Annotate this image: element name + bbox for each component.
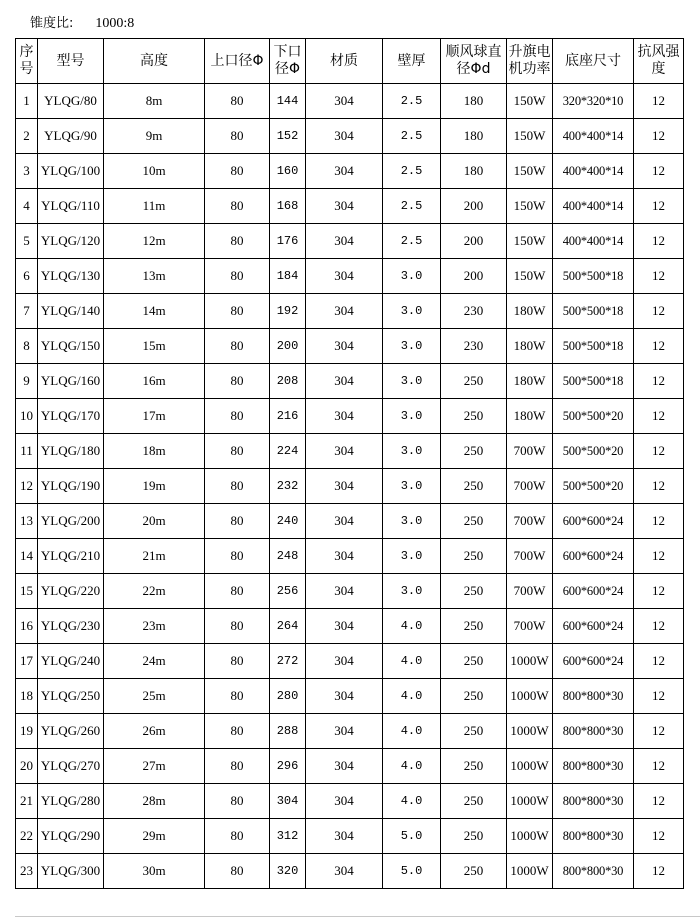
cell-wall-thickness: 3.0 [383, 504, 441, 539]
cell-height: 16m [104, 364, 205, 399]
cell-height: 30m [104, 854, 205, 889]
table-row [16, 154, 684, 189]
cell-height: 25m [104, 679, 205, 714]
cell-model: YLQG/130 [38, 259, 104, 294]
cell-wall-thickness: 4.0 [383, 784, 441, 819]
cell-material: 304 [306, 399, 383, 434]
cell-index: 19 [16, 714, 38, 749]
table-row [16, 854, 684, 889]
cell-material: 304 [306, 84, 383, 119]
cell-height: 8m [104, 84, 205, 119]
cell-motor-power: 1000W [507, 854, 553, 889]
cell-base-size: 400*400*14 [553, 154, 634, 189]
cell-model: YLQG/140 [38, 294, 104, 329]
cell-wind-resistance: 12 [634, 819, 684, 854]
divider [15, 916, 700, 917]
cell-bottom-diameter: 280 [270, 679, 306, 714]
table-row [16, 819, 684, 854]
cell-wind-resistance: 12 [634, 644, 684, 679]
cell-ball-diameter: 200 [441, 224, 507, 259]
cell-index: 9 [16, 364, 38, 399]
cell-height: 15m [104, 329, 205, 364]
cell-index: 8 [16, 329, 38, 364]
cell-model: YLQG/280 [38, 784, 104, 819]
table-row [16, 749, 684, 784]
cell-wall-thickness: 2.5 [383, 154, 441, 189]
table-row [16, 364, 684, 399]
cell-motor-power: 180W [507, 364, 553, 399]
cell-bottom-diameter: 232 [270, 469, 306, 504]
cell-index: 5 [16, 224, 38, 259]
cell-material: 304 [306, 714, 383, 749]
cell-wind-resistance: 12 [634, 364, 684, 399]
cell-motor-power: 1000W [507, 714, 553, 749]
cell-height: 27m [104, 749, 205, 784]
cell-motor-power: 1000W [507, 644, 553, 679]
cell-material: 304 [306, 609, 383, 644]
cell-base-size: 600*600*24 [553, 504, 634, 539]
cell-ball-diameter: 250 [441, 749, 507, 784]
cell-material: 304 [306, 854, 383, 889]
header-col-wall-thickness: 壁厚 [383, 39, 441, 84]
cell-wall-thickness: 2.5 [383, 224, 441, 259]
cell-material: 304 [306, 364, 383, 399]
cell-ball-diameter: 250 [441, 504, 507, 539]
table-row [16, 119, 684, 154]
header-col-bottom-diameter: 下口 径Φ [270, 39, 306, 84]
cell-ball-diameter: 230 [441, 294, 507, 329]
cell-top-diameter: 80 [205, 434, 270, 469]
cell-model: YLQG/240 [38, 644, 104, 679]
cell-index: 15 [16, 574, 38, 609]
cell-bottom-diameter: 256 [270, 574, 306, 609]
cell-motor-power: 1000W [507, 679, 553, 714]
table-body [16, 84, 684, 889]
cell-wall-thickness: 3.0 [383, 574, 441, 609]
cell-top-diameter: 80 [205, 749, 270, 784]
cell-base-size: 600*600*24 [553, 609, 634, 644]
cell-ball-diameter: 250 [441, 819, 507, 854]
cell-wind-resistance: 12 [634, 434, 684, 469]
cell-top-diameter: 80 [205, 399, 270, 434]
header-row [16, 39, 684, 84]
cell-top-diameter: 80 [205, 119, 270, 154]
cell-height: 13m [104, 259, 205, 294]
cell-index: 17 [16, 644, 38, 679]
cell-base-size: 320*320*10 [553, 84, 634, 119]
cell-model: YLQG/160 [38, 364, 104, 399]
cell-model: YLQG/150 [38, 329, 104, 364]
cell-wind-resistance: 12 [634, 504, 684, 539]
cell-index: 22 [16, 819, 38, 854]
cell-wind-resistance: 12 [634, 539, 684, 574]
cell-material: 304 [306, 539, 383, 574]
cell-material: 304 [306, 434, 383, 469]
cell-model: YLQG/300 [38, 854, 104, 889]
cell-base-size: 500*500*20 [553, 434, 634, 469]
cell-index: 1 [16, 84, 38, 119]
cell-base-size: 600*600*24 [553, 574, 634, 609]
cell-wind-resistance: 12 [634, 854, 684, 889]
cell-wind-resistance: 12 [634, 399, 684, 434]
table-row [16, 329, 684, 364]
cell-model: YLQG/170 [38, 399, 104, 434]
cell-ball-diameter: 200 [441, 189, 507, 224]
cell-base-size: 600*600*24 [553, 539, 634, 574]
header-col-height: 高度 [104, 39, 205, 84]
cell-wall-thickness: 5.0 [383, 819, 441, 854]
cell-material: 304 [306, 574, 383, 609]
cell-bottom-diameter: 304 [270, 784, 306, 819]
cell-bottom-diameter: 288 [270, 714, 306, 749]
cell-bottom-diameter: 240 [270, 504, 306, 539]
cell-material: 304 [306, 119, 383, 154]
cell-bottom-diameter: 200 [270, 329, 306, 364]
cell-ball-diameter: 180 [441, 84, 507, 119]
cell-wind-resistance: 12 [634, 119, 684, 154]
cell-material: 304 [306, 154, 383, 189]
cell-motor-power: 700W [507, 469, 553, 504]
cell-base-size: 400*400*14 [553, 189, 634, 224]
cell-wind-resistance: 12 [634, 224, 684, 259]
cell-wall-thickness: 4.0 [383, 679, 441, 714]
cell-wind-resistance: 12 [634, 784, 684, 819]
cell-wind-resistance: 12 [634, 609, 684, 644]
cell-index: 7 [16, 294, 38, 329]
cell-wall-thickness: 3.0 [383, 329, 441, 364]
cell-index: 6 [16, 259, 38, 294]
cell-model: YLQG/200 [38, 504, 104, 539]
table-row [16, 399, 684, 434]
cell-top-diameter: 80 [205, 679, 270, 714]
cell-index: 18 [16, 679, 38, 714]
cell-motor-power: 700W [507, 539, 553, 574]
cell-material: 304 [306, 224, 383, 259]
cell-model: YLQG/110 [38, 189, 104, 224]
cell-height: 21m [104, 539, 205, 574]
cell-wind-resistance: 12 [634, 329, 684, 364]
cell-ball-diameter: 250 [441, 434, 507, 469]
cell-wind-resistance: 12 [634, 84, 684, 119]
taper-ratio-value: 1000:8 [95, 16, 135, 31]
cell-material: 304 [306, 784, 383, 819]
table-row [16, 644, 684, 679]
cell-model: YLQG/270 [38, 749, 104, 784]
cell-height: 19m [104, 469, 205, 504]
cell-top-diameter: 80 [205, 539, 270, 574]
cell-bottom-diameter: 176 [270, 224, 306, 259]
cell-wind-resistance: 12 [634, 189, 684, 224]
cell-wall-thickness: 3.0 [383, 434, 441, 469]
table-row [16, 504, 684, 539]
cell-height: 24m [104, 644, 205, 679]
table-row [16, 714, 684, 749]
cell-top-diameter: 80 [205, 784, 270, 819]
cell-material: 304 [306, 819, 383, 854]
cell-ball-diameter: 250 [441, 679, 507, 714]
cell-motor-power: 150W [507, 259, 553, 294]
cell-top-diameter: 80 [205, 644, 270, 679]
cell-material: 304 [306, 644, 383, 679]
cell-base-size: 500*500*18 [553, 259, 634, 294]
cell-base-size: 600*600*24 [553, 644, 634, 679]
cell-base-size: 400*400*14 [553, 119, 634, 154]
cell-motor-power: 700W [507, 434, 553, 469]
cell-model: YLQG/120 [38, 224, 104, 259]
cell-wind-resistance: 12 [634, 574, 684, 609]
cell-material: 304 [306, 259, 383, 294]
cell-model: YLQG/230 [38, 609, 104, 644]
cell-wind-resistance: 12 [634, 154, 684, 189]
cell-bottom-diameter: 224 [270, 434, 306, 469]
cell-material: 304 [306, 749, 383, 784]
table-row [16, 679, 684, 714]
cell-index: 16 [16, 609, 38, 644]
cell-wind-resistance: 12 [634, 294, 684, 329]
cell-bottom-diameter: 296 [270, 749, 306, 784]
cell-height: 11m [104, 189, 205, 224]
cell-ball-diameter: 250 [441, 714, 507, 749]
cell-motor-power: 180W [507, 294, 553, 329]
cell-ball-diameter: 250 [441, 644, 507, 679]
cell-motor-power: 1000W [507, 784, 553, 819]
cell-index: 23 [16, 854, 38, 889]
cell-model: YLQG/100 [38, 154, 104, 189]
header-col-wind-resistance: 抗风强 度 [634, 39, 684, 84]
cell-index: 20 [16, 749, 38, 784]
header-col-index: 序 号 [16, 39, 38, 84]
cell-motor-power: 180W [507, 399, 553, 434]
cell-ball-diameter: 180 [441, 154, 507, 189]
cell-index: 2 [16, 119, 38, 154]
cell-wind-resistance: 12 [634, 679, 684, 714]
cell-top-diameter: 80 [205, 854, 270, 889]
cell-material: 304 [306, 294, 383, 329]
cell-ball-diameter: 200 [441, 259, 507, 294]
cell-top-diameter: 80 [205, 189, 270, 224]
cell-ball-diameter: 180 [441, 119, 507, 154]
cell-top-diameter: 80 [205, 294, 270, 329]
cell-height: 29m [104, 819, 205, 854]
cell-model: YLQG/80 [38, 84, 104, 119]
cell-top-diameter: 80 [205, 819, 270, 854]
header-col-ball-diameter: 顺风球直 径Φd [441, 39, 507, 84]
flagpole-spec-table [15, 38, 684, 889]
cell-wall-thickness: 2.5 [383, 84, 441, 119]
cell-bottom-diameter: 264 [270, 609, 306, 644]
cell-motor-power: 150W [507, 224, 553, 259]
cell-motor-power: 1000W [507, 819, 553, 854]
cell-base-size: 500*500*18 [553, 294, 634, 329]
cell-base-size: 500*500*18 [553, 329, 634, 364]
cell-base-size: 500*500*20 [553, 469, 634, 504]
cell-height: 12m [104, 224, 205, 259]
cell-ball-diameter: 250 [441, 609, 507, 644]
cell-index: 13 [16, 504, 38, 539]
header-col-material: 材质 [306, 39, 383, 84]
cell-material: 304 [306, 679, 383, 714]
cell-index: 14 [16, 539, 38, 574]
table-row [16, 84, 684, 119]
cell-wall-thickness: 2.5 [383, 119, 441, 154]
cell-top-diameter: 80 [205, 469, 270, 504]
cell-top-diameter: 80 [205, 714, 270, 749]
taper-ratio [30, 12, 134, 32]
cell-model: YLQG/190 [38, 469, 104, 504]
cell-base-size: 800*800*30 [553, 784, 634, 819]
cell-base-size: 800*800*30 [553, 854, 634, 889]
cell-motor-power: 700W [507, 504, 553, 539]
cell-top-diameter: 80 [205, 84, 270, 119]
cell-height: 23m [104, 609, 205, 644]
cell-top-diameter: 80 [205, 364, 270, 399]
cell-base-size: 800*800*30 [553, 714, 634, 749]
cell-motor-power: 150W [507, 189, 553, 224]
cell-bottom-diameter: 312 [270, 819, 306, 854]
cell-bottom-diameter: 216 [270, 399, 306, 434]
cell-model: YLQG/210 [38, 539, 104, 574]
cell-model: YLQG/90 [38, 119, 104, 154]
cell-material: 304 [306, 469, 383, 504]
cell-base-size: 500*500*20 [553, 399, 634, 434]
cell-height: 18m [104, 434, 205, 469]
cell-motor-power: 150W [507, 119, 553, 154]
cell-model: YLQG/220 [38, 574, 104, 609]
cell-bottom-diameter: 144 [270, 84, 306, 119]
cell-height: 20m [104, 504, 205, 539]
cell-index: 3 [16, 154, 38, 189]
table-row [16, 189, 684, 224]
cell-motor-power: 180W [507, 329, 553, 364]
cell-index: 21 [16, 784, 38, 819]
cell-bottom-diameter: 248 [270, 539, 306, 574]
cell-height: 28m [104, 784, 205, 819]
cell-wall-thickness: 3.0 [383, 364, 441, 399]
cell-wind-resistance: 12 [634, 749, 684, 784]
table-row [16, 574, 684, 609]
table-row [16, 434, 684, 469]
cell-bottom-diameter: 184 [270, 259, 306, 294]
cell-height: 10m [104, 154, 205, 189]
cell-ball-diameter: 250 [441, 539, 507, 574]
cell-ball-diameter: 250 [441, 364, 507, 399]
cell-motor-power: 700W [507, 609, 553, 644]
cell-wall-thickness: 4.0 [383, 644, 441, 679]
cell-wind-resistance: 12 [634, 469, 684, 504]
cell-top-diameter: 80 [205, 504, 270, 539]
cell-ball-diameter: 250 [441, 469, 507, 504]
cell-top-diameter: 80 [205, 259, 270, 294]
cell-height: 14m [104, 294, 205, 329]
cell-wall-thickness: 3.0 [383, 469, 441, 504]
cell-wall-thickness: 2.5 [383, 189, 441, 224]
table-row [16, 224, 684, 259]
cell-wall-thickness: 4.0 [383, 609, 441, 644]
cell-ball-diameter: 250 [441, 784, 507, 819]
cell-base-size: 500*500*18 [553, 364, 634, 399]
cell-height: 17m [104, 399, 205, 434]
header-col-motor-power: 升旗电 机功率 [507, 39, 553, 84]
header-col-top-diameter: 上口径Φ [205, 39, 270, 84]
cell-base-size: 400*400*14 [553, 224, 634, 259]
cell-wind-resistance: 12 [634, 714, 684, 749]
cell-ball-diameter: 250 [441, 574, 507, 609]
cell-bottom-diameter: 160 [270, 154, 306, 189]
cell-bottom-diameter: 152 [270, 119, 306, 154]
table-row [16, 469, 684, 504]
cell-bottom-diameter: 168 [270, 189, 306, 224]
cell-wind-resistance: 12 [634, 259, 684, 294]
cell-bottom-diameter: 192 [270, 294, 306, 329]
cell-top-diameter: 80 [205, 609, 270, 644]
cell-ball-diameter: 250 [441, 854, 507, 889]
table-row [16, 784, 684, 819]
cell-top-diameter: 80 [205, 329, 270, 364]
cell-height: 26m [104, 714, 205, 749]
cell-wall-thickness: 4.0 [383, 714, 441, 749]
cell-wall-thickness: 5.0 [383, 854, 441, 889]
table-row [16, 609, 684, 644]
cell-ball-diameter: 250 [441, 399, 507, 434]
cell-model: YLQG/250 [38, 679, 104, 714]
cell-motor-power: 700W [507, 574, 553, 609]
cell-wall-thickness: 3.0 [383, 294, 441, 329]
table-row [16, 259, 684, 294]
cell-motor-power: 1000W [507, 749, 553, 784]
cell-ball-diameter: 230 [441, 329, 507, 364]
header-col-model: 型号 [38, 39, 104, 84]
cell-base-size: 800*800*30 [553, 679, 634, 714]
cell-height: 22m [104, 574, 205, 609]
cell-height: 9m [104, 119, 205, 154]
cell-index: 12 [16, 469, 38, 504]
cell-model: YLQG/260 [38, 714, 104, 749]
cell-motor-power: 150W [507, 84, 553, 119]
cell-motor-power: 150W [507, 154, 553, 189]
cell-wall-thickness: 4.0 [383, 749, 441, 784]
cell-top-diameter: 80 [205, 574, 270, 609]
table-row [16, 539, 684, 574]
cell-material: 304 [306, 504, 383, 539]
cell-bottom-diameter: 320 [270, 854, 306, 889]
cell-index: 11 [16, 434, 38, 469]
table-row [16, 294, 684, 329]
cell-model: YLQG/180 [38, 434, 104, 469]
cell-top-diameter: 80 [205, 154, 270, 189]
cell-base-size: 800*800*30 [553, 749, 634, 784]
cell-wall-thickness: 3.0 [383, 539, 441, 574]
cell-bottom-diameter: 272 [270, 644, 306, 679]
cell-base-size: 800*800*30 [553, 819, 634, 854]
taper-ratio-label: 锥度比: [30, 16, 74, 31]
cell-material: 304 [306, 189, 383, 224]
cell-wall-thickness: 3.0 [383, 259, 441, 294]
cell-bottom-diameter: 208 [270, 364, 306, 399]
header-col-base-size: 底座尺寸 [553, 39, 634, 84]
cell-index: 4 [16, 189, 38, 224]
cell-wall-thickness: 3.0 [383, 399, 441, 434]
cell-material: 304 [306, 329, 383, 364]
cell-model: YLQG/290 [38, 819, 104, 854]
cell-index: 10 [16, 399, 38, 434]
cell-top-diameter: 80 [205, 224, 270, 259]
